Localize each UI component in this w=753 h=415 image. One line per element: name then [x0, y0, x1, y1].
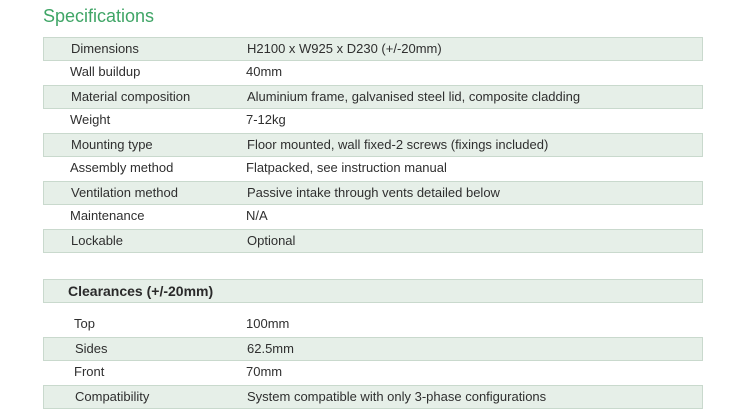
row-label: Dimensions: [71, 41, 139, 56]
row-value: 7-12kg: [246, 112, 286, 127]
table-row: [43, 109, 703, 133]
table-row: [43, 313, 703, 337]
row-label: Compatibility: [75, 389, 150, 404]
row-value: System compatible with only 3-phase configurations: [247, 389, 547, 404]
row-label: Material composition: [71, 89, 191, 104]
row-value: 70mm: [246, 364, 283, 379]
row-label: Wall buildup: [70, 64, 141, 79]
table-row: [43, 385, 703, 409]
section-title: Clearances (+/-20mm): [68, 283, 214, 299]
page-title: Specifications: [43, 6, 155, 26]
specifications-table: [43, 37, 703, 253]
row-value: Aluminium frame, galvanised steel lid, composite cladding: [247, 89, 581, 104]
table-row: [43, 133, 703, 157]
clearances-table: [43, 313, 703, 409]
table-row: [43, 337, 703, 361]
table-row: [43, 361, 703, 385]
row-value: Floor mounted, wall fixed-2 screws (fixings included): [247, 137, 549, 152]
table-row: [43, 61, 703, 85]
clearances-section-header: [43, 279, 703, 303]
row-label: Lockable: [71, 233, 124, 248]
table-row: [43, 157, 703, 181]
table-row: [43, 181, 703, 205]
table-row: [43, 37, 703, 61]
row-value: N/A: [246, 208, 268, 223]
row-label: Weight: [70, 112, 111, 127]
row-label: Assembly method: [70, 160, 174, 175]
row-label: Front: [74, 364, 105, 379]
row-value: Optional: [247, 233, 296, 248]
row-value: 40mm: [246, 64, 283, 79]
row-label: Mounting type: [71, 137, 153, 152]
row-value: H2100 x W925 x D230 (+/-20mm): [247, 41, 442, 56]
row-label: Sides: [75, 341, 108, 356]
row-value: 100mm: [246, 316, 290, 331]
table-row: [43, 229, 703, 253]
row-value: 62.5mm: [247, 341, 294, 356]
row-value: Flatpacked, see instruction manual: [246, 160, 447, 175]
table-row: [43, 205, 703, 229]
row-label: Maintenance: [70, 208, 145, 223]
row-value: Passive intake through vents detailed below: [247, 185, 500, 200]
table-row: [43, 85, 703, 109]
row-label: Top: [74, 316, 95, 331]
row-label: Ventilation method: [71, 185, 178, 200]
